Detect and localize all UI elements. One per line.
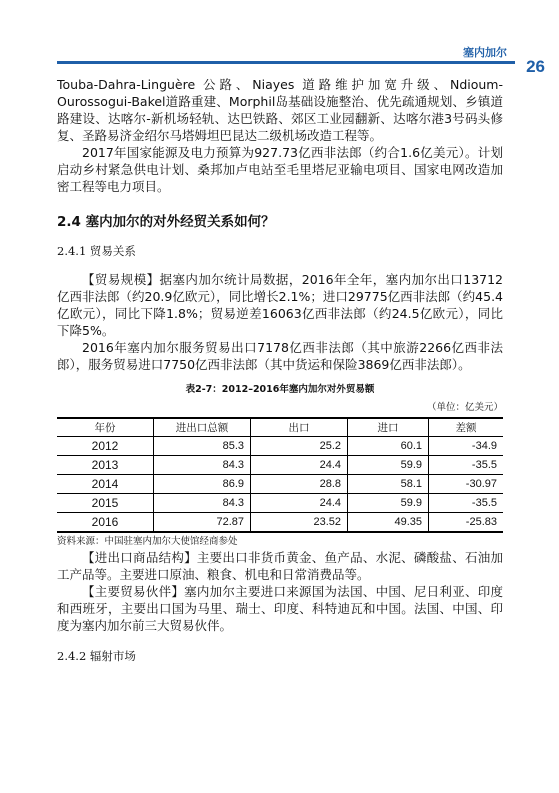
table-row [57,513,503,533]
paragraph-commodity-structure: 【进出口商品结构】主要出口非货币黄金、鱼产品、水泥、磷酸盐、石油加工产品等。主要进口原油、粮食、机电和日常消费品等。 [57,550,503,582]
column-header-export: 出口 [251,418,348,437]
paragraph-trade-partners: 【主要贸易伙伴】塞内加尔主要进口来源国为法国、中国、尼日利亚、印度和西班牙，主要出口国为马里、瑞士、印度、科特迪瓦和中国。法国、中国、印度为塞内加尔前三大贸易伙伴。 [57,584,503,633]
table-source: 资料来源：中国驻塞内加尔大使馆经商参处 [57,536,238,547]
trade-table [57,417,503,533]
table-unit: （单位：亿美元） [426,402,503,413]
cell-year: 2014 [57,475,154,494]
cell-import: 60.1 [348,437,429,456]
cell-year: 2016 [57,513,154,533]
cell-year: 2012 [57,437,154,456]
column-header-balance: 差额 [429,418,504,437]
column-header-total: 进出口总额 [154,418,251,437]
cell-export: 24.4 [251,456,348,475]
header-rule [57,61,515,64]
table-caption: 表2-7：2012–2016年塞内加尔对外贸易额 [185,384,375,395]
cell-balance: -30.97 [429,475,504,494]
cell-export: 24.4 [251,494,348,513]
cell-total: 84.3 [154,456,251,475]
header-title: 塞内加尔 [463,46,507,59]
section-heading-2-4: 2.4 塞内加尔的对外经贸关系如何？ [57,214,275,230]
cell-import: 59.9 [348,494,429,513]
column-header-year: 年份 [57,418,154,437]
paragraph-roads: Touba-Dahra-Linguère 公路、Niayes 道路维护加宽升级、Ndioum-Ourossogui-Bakel道路重建、Morphil岛基础设施整治、优先疏通规划、乡镇道路建设、达喀尔-新机场轻轨、达巴铁路、郊区工业园翻新、达喀尔港3号码头修复、圣路易济金绍尔马塔姆坦巴昆达二级机场改造工程等。 [57,77,503,143]
page-content [57,76,503,676]
cell-total: 85.3 [154,437,251,456]
section-heading-2-4-2: 2.4.2 辐射市场 [57,649,136,663]
cell-total: 72.87 [154,513,251,533]
table-row [57,475,503,494]
cell-import: 58.1 [348,475,429,494]
cell-total: 86.9 [154,475,251,494]
page-header [0,42,559,76]
cell-export: 25.2 [251,437,348,456]
cell-balance: -35.5 [429,494,504,513]
cell-import: 59.9 [348,456,429,475]
cell-import: 49.35 [348,513,429,533]
cell-balance: -25.83 [429,513,504,533]
page-number: 26 [526,57,545,76]
section-heading-2-4-1: 2.4.1 贸易关系 [57,244,136,258]
table-row [57,456,503,475]
paragraph-energy: 2017年国家能源及电力预算为927.73亿西非法郎（约合1.6亿美元）。计划启动乡村紧急供电计划、桑邦加卢电站至毛里塔尼亚输电项目、国家电网改造加密工程等电力项目。 [57,145,503,194]
cell-balance: -35.5 [429,456,504,475]
table-header-row [57,418,503,437]
column-header-import: 进口 [348,418,429,437]
cell-export: 28.8 [251,475,348,494]
cell-total: 84.3 [154,494,251,513]
table-row [57,494,503,513]
table-row [57,437,503,456]
cell-export: 23.52 [251,513,348,533]
cell-year: 2015 [57,494,154,513]
paragraph-trade-scale: 【贸易规模】据塞内加尔统计局数据，2016年全年，塞内加尔出口13712亿西非法郎（约20.9亿欧元），同比增长2.1%；进口29775亿西非法郎（约45.4亿欧元），同比下降1.8%；贸易逆差16063亿西非法郎（约24.5亿欧元），同比下降5%。 [57,272,503,338]
paragraph-service-trade: 2016年塞内加尔服务贸易出口7178亿西非法郎（其中旅游2266亿西非法郎），服务贸易进口7750亿西非法郎（其中货运和保险3869亿西非法郎）。 [57,340,503,372]
cell-balance: -34.9 [429,437,504,456]
cell-year: 2013 [57,456,154,475]
